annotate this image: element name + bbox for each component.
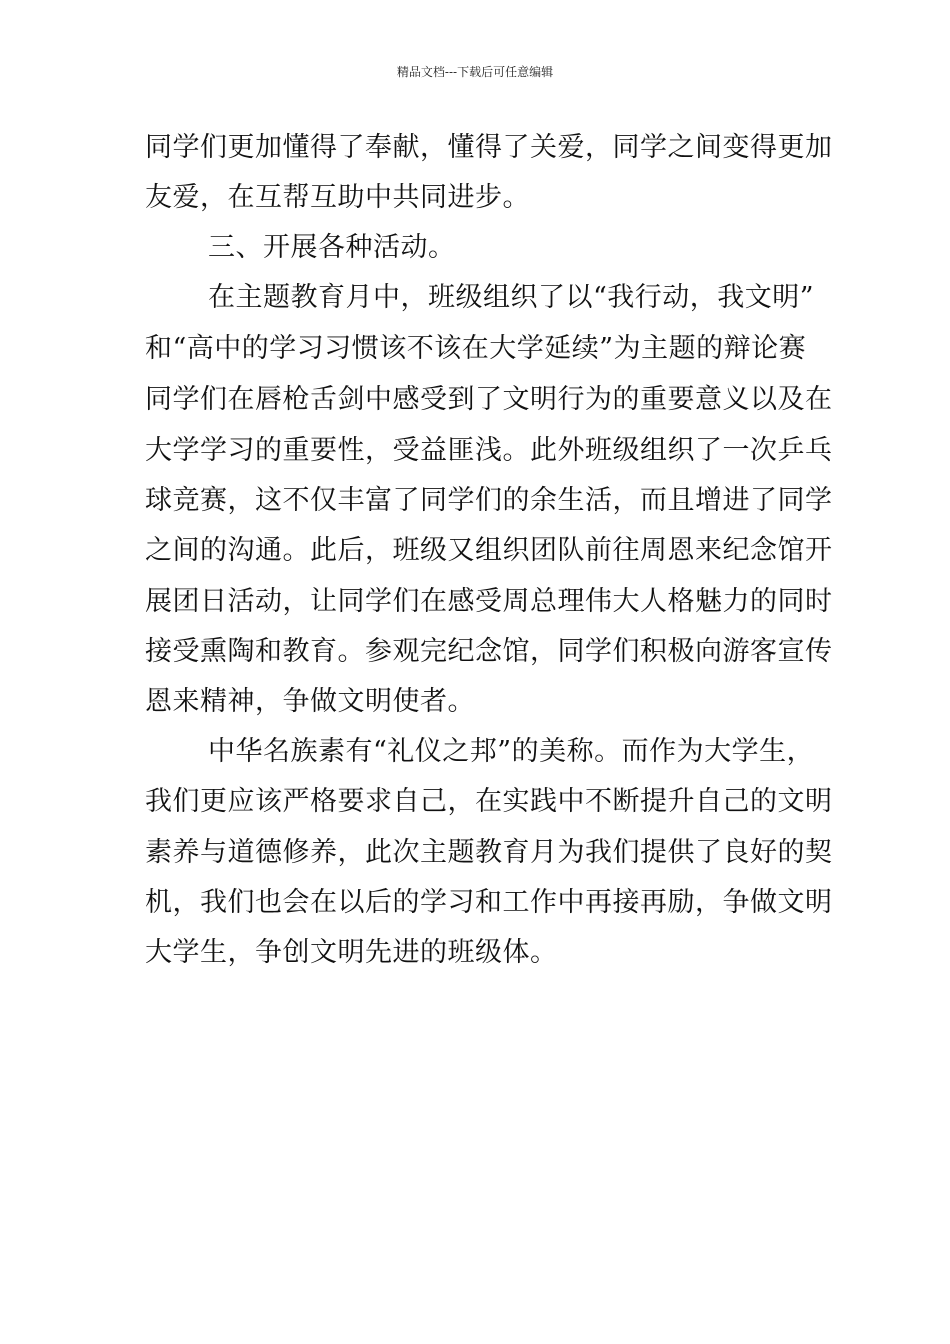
page-header: 精品文档---下载后可任意编辑 <box>396 65 554 79</box>
paragraph-line: 机，我们也会在以后的学习和工作中再接再励，争做文明 <box>145 887 833 918</box>
paragraph-line: 之间的沟通。此后，班级又组织团队前往周恩来纪念馆开 <box>145 535 833 566</box>
paragraph-line: 中华名族素有“礼仪之邦”的美称。而作为大学生， <box>208 736 815 767</box>
paragraph-line: 素养与道德修养，此次主题教育月为我们提供了良好的契 <box>145 837 833 868</box>
paragraph-line: 恩来精神，争做文明使者。 <box>145 686 475 717</box>
paragraph-line: 在主题教育月中，班级组织了以“我行动，我文明” <box>208 282 815 313</box>
paragraph-line: 球竞赛，这不仅丰富了同学们的余生活，而且增进了同学 <box>145 485 833 516</box>
paragraph-line: 同学们在唇枪舌剑中感受到了文明行为的重要意义以及在 <box>145 384 833 415</box>
paragraph-line: 同学们更加懂得了奉献，懂得了关爱，同学之间变得更加 <box>145 132 833 163</box>
paragraph-line: 接受熏陶和教育。参观完纪念馆，同学们积极向游客宣传 <box>145 636 833 667</box>
paragraph-line: 大学生，争创文明先进的班级体。 <box>145 937 558 968</box>
paragraph-line: 展团日活动，让同学们在感受周总理伟大人格魅力的同时 <box>145 586 833 617</box>
paragraph-line: 大学学习的重要性，受益匪浅。此外班级组织了一次乒乓 <box>145 435 833 466</box>
paragraph-line: 友爱，在互帮互助中共同进步。 <box>145 182 530 213</box>
paragraph-line: 和“高中的学习习惯该不该在大学延续”为主题的辩论赛 <box>145 333 807 364</box>
section-heading: 三、开展各种活动。 <box>208 232 456 263</box>
paragraph-line: 我们更应该严格要求自己，在实践中不断提升自己的文明 <box>145 786 833 817</box>
